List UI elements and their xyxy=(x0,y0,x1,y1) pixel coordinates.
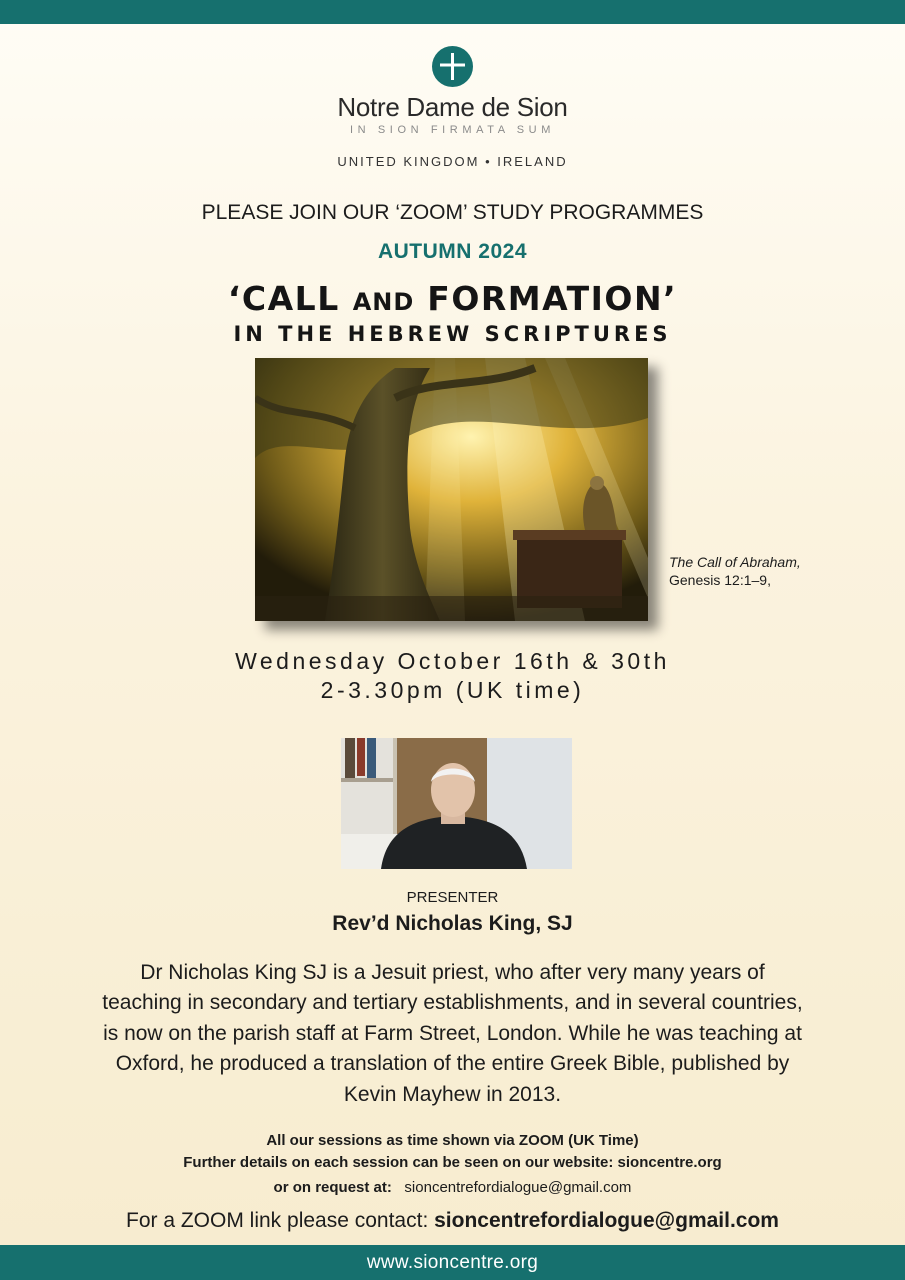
presenter-name: Rev’d Nicholas King, SJ xyxy=(332,912,573,935)
contact-prefix: For a ZOOM link please contact: xyxy=(126,1209,435,1232)
painting-caption xyxy=(669,553,801,589)
session-dates: Wednesday October 16th & 30th xyxy=(235,648,670,674)
presenter-bio: Dr Nicholas King SJ is a Jesuit priest, who after very many years of teaching in secondary and tertiary establishments, and in several countries, is now on the parish staff at Farm Street, London. While he was teaching at Oxford, he produced a translation of the entire Greek Bible, published by Kevin Mayhew in 2013. xyxy=(102,961,803,1106)
invitation-heading: PLEASE JOIN OUR ‘ZOOM’ STUDY PROGRAMMES xyxy=(201,201,704,224)
programme-subtitle: IN THE HEBREW SCRIPTURES xyxy=(233,322,672,346)
session-time: 2-3.30pm (UK time) xyxy=(320,677,585,703)
title-part-1: ‘CALL xyxy=(227,279,353,318)
info-request-prefix: or on request at: xyxy=(273,1179,392,1196)
footer-website-link[interactable]: www.sioncentre.org xyxy=(366,1251,539,1273)
brand-name: Notre Dame de Sion xyxy=(337,92,568,122)
footer-bar xyxy=(0,1245,905,1280)
caption-title: The Call of Abraham, xyxy=(669,554,801,570)
programme-title xyxy=(0,279,905,318)
title-part-2: FORMATION’ xyxy=(414,279,678,318)
info-line-request xyxy=(0,1179,905,1196)
contact-email-link[interactable]: sioncentrefordialogue@gmail.com xyxy=(434,1209,779,1232)
title-and: AND xyxy=(352,288,415,316)
zoom-contact-line xyxy=(0,1209,905,1233)
brand-motto: IN SION FIRMATA SUM xyxy=(350,124,555,136)
top-accent-bar xyxy=(0,0,905,24)
season-heading: AUTUMN 2024 xyxy=(377,240,528,263)
brand-region: UNITED KINGDOM • IRELAND xyxy=(337,154,568,169)
info-line-sessions: All our sessions as time shown via ZOOM (UK Time) xyxy=(266,1132,639,1149)
info-request-email-link[interactable]: sioncentrefordialogue@gmail.com xyxy=(404,1179,632,1196)
cross-in-circle-icon xyxy=(432,46,473,87)
caption-reference: Genesis 12:1–9, xyxy=(669,572,771,588)
presenter-label: PRESENTER xyxy=(406,889,499,906)
info-line-website: Further details on each session can be seen on our website: sioncentre.org xyxy=(183,1154,722,1171)
session-schedule xyxy=(0,647,905,705)
presenter-photo xyxy=(341,738,572,869)
call-of-abraham-painting xyxy=(255,358,648,621)
